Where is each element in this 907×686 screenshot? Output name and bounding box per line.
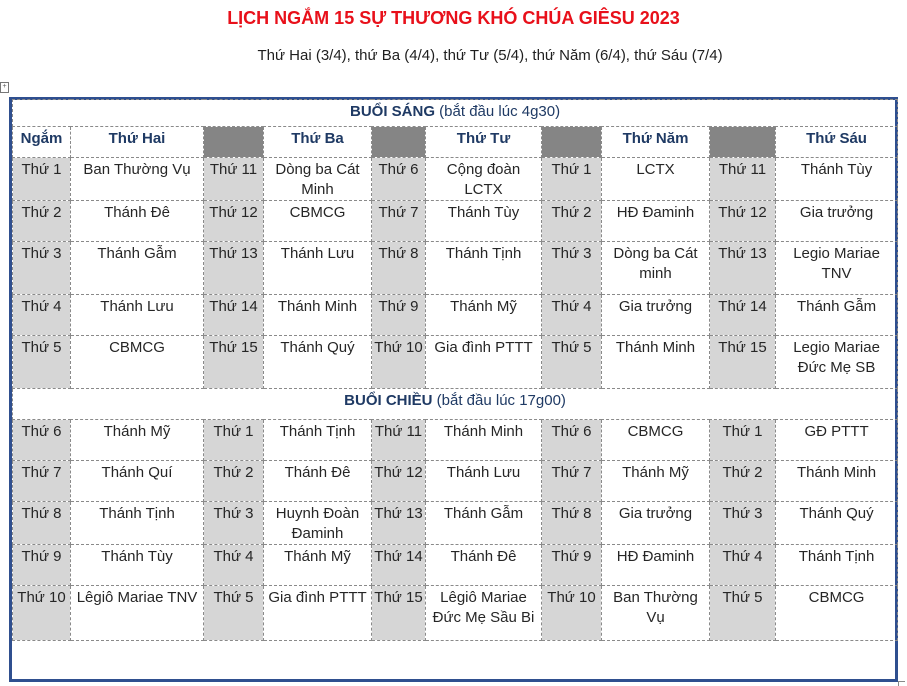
table-cell: Thứ 2 <box>710 461 776 502</box>
table-row <box>13 336 898 389</box>
table-cell: Thứ 4 <box>204 545 264 586</box>
table-cell: Thánh Quí <box>71 461 204 502</box>
table-row <box>13 545 898 586</box>
table-cell: HĐ Đaminh <box>602 201 710 242</box>
table-cell: Thứ 15 <box>710 336 776 389</box>
table-cell: Thánh Mỹ <box>426 295 542 336</box>
column-header <box>372 127 426 158</box>
table-cell: Thánh Minh <box>776 461 898 502</box>
table-cell: CBMCG <box>71 336 204 389</box>
table-cell: Thứ 1 <box>204 420 264 461</box>
table-cell: Thứ 14 <box>372 545 426 586</box>
table-cell: CBMCG <box>602 420 710 461</box>
table-cell: Thứ 8 <box>542 502 602 545</box>
table-cell: Thánh Lưu <box>71 295 204 336</box>
table-row <box>13 586 898 641</box>
table-cell: Thứ 7 <box>13 461 71 502</box>
table-cell: Thứ 9 <box>372 295 426 336</box>
table-cell: Thánh Tùy <box>71 545 204 586</box>
table-cell: Gia đình PTTT <box>426 336 542 389</box>
table-cell: CBMCG <box>264 201 372 242</box>
table-row <box>13 201 898 242</box>
table-cell: Thánh Tịnh <box>426 242 542 295</box>
table-cell: Thứ 5 <box>204 586 264 641</box>
table-cell: Thứ 6 <box>542 420 602 461</box>
table-row <box>13 420 898 461</box>
column-header <box>204 127 264 158</box>
table-cell: Thứ 9 <box>13 545 71 586</box>
table-cell: Thứ 12 <box>204 201 264 242</box>
column-header <box>710 127 776 158</box>
section-time: (bắt đầu lúc 4g30) <box>435 103 561 120</box>
table-cell: Thứ 2 <box>542 201 602 242</box>
page-corner-mark <box>898 681 905 686</box>
table-cell: Thứ 11 <box>204 158 264 201</box>
column-header: Thứ Năm <box>602 127 710 158</box>
table-cell: Gia đình PTTT <box>264 586 372 641</box>
table-cell: Thứ 5 <box>710 586 776 641</box>
column-header: Thứ Tư <box>426 127 542 158</box>
schedule-table <box>12 99 898 641</box>
table-cell: Thứ 3 <box>710 502 776 545</box>
section-afternoon <box>13 389 898 420</box>
table-cell: Huynh Đoàn Đaminh <box>264 502 372 545</box>
column-header <box>542 127 602 158</box>
table-cell: GĐ PTTT <box>776 420 898 461</box>
table-cell: Thứ 14 <box>204 295 264 336</box>
table-cell: Thứ 12 <box>372 461 426 502</box>
column-header: Ngắm <box>13 127 71 158</box>
column-header: Thứ Hai <box>71 127 204 158</box>
table-cell: Thánh Minh <box>426 420 542 461</box>
table-cell: Thứ 2 <box>13 201 71 242</box>
table-cell: Thánh Quý <box>264 336 372 389</box>
table-cell: CBMCG <box>776 586 898 641</box>
table-cell: Ban Thường Vụ <box>71 158 204 201</box>
table-cell: Thánh Tùy <box>426 201 542 242</box>
date-subtitle: Thứ Hai (3/4), thứ Ba (4/4), thứ Tư (5/4), thứ Năm (6/4), thứ Sáu (7/4) <box>257 47 723 64</box>
table-cell: Thứ 1 <box>710 420 776 461</box>
table-cell: HĐ Đaminh <box>602 545 710 586</box>
table-cell: Gia trưởng <box>602 295 710 336</box>
table-cell: Thứ 13 <box>372 502 426 545</box>
table-cell: Thánh Đê <box>71 201 204 242</box>
table-cell: Thánh Mỹ <box>71 420 204 461</box>
table-cell: Thứ 11 <box>372 420 426 461</box>
table-cell: Thánh Minh <box>264 295 372 336</box>
table-cell: Thứ 1 <box>13 158 71 201</box>
table-cell: Thứ 5 <box>13 336 71 389</box>
table-cell: Lêgiô Mariae TNV <box>71 586 204 641</box>
table-cell: Thứ 6 <box>372 158 426 201</box>
table-cell: Thứ 15 <box>372 586 426 641</box>
section-label: BUỔI CHIỀU <box>344 392 433 409</box>
table-cell: Lêgiô Mariae Đức Mẹ Sầu Bi <box>426 586 542 641</box>
table-cell: LCTX <box>602 158 710 201</box>
table-cell: Thứ 3 <box>204 502 264 545</box>
table-cell: Thánh Minh <box>602 336 710 389</box>
table-row <box>13 461 898 502</box>
table-cell: Thứ 10 <box>13 586 71 641</box>
table-cell: Thứ 8 <box>13 502 71 545</box>
table-anchor-icon[interactable]: + <box>0 82 9 93</box>
section-label: BUỔI SÁNG <box>350 103 436 120</box>
table-cell: Thứ 13 <box>204 242 264 295</box>
table-cell: Thứ 15 <box>204 336 264 389</box>
table-cell: Thánh Gẫm <box>426 502 542 545</box>
table-cell: Thứ 7 <box>542 461 602 502</box>
table-cell: Thánh Quý <box>776 502 898 545</box>
table-cell: Thánh Lưu <box>426 461 542 502</box>
section-morning <box>13 100 898 127</box>
table-cell: Gia trưởng <box>602 502 710 545</box>
table-cell: Thứ 4 <box>13 295 71 336</box>
table-cell: Thứ 10 <box>542 586 602 641</box>
table-cell: Dòng ba Cát Minh <box>264 158 372 201</box>
table-cell: Thứ 2 <box>204 461 264 502</box>
table-cell: Thánh Gẫm <box>71 242 204 295</box>
table-cell: Thánh Tịnh <box>71 502 204 545</box>
table-cell: Thứ 1 <box>542 158 602 201</box>
table-cell: Legio Mariae Đức Mẹ SB <box>776 336 898 389</box>
table-row <box>13 502 898 545</box>
table-cell: Thánh Lưu <box>264 242 372 295</box>
table-cell: Thứ 8 <box>372 242 426 295</box>
table-cell: Gia trưởng <box>776 201 898 242</box>
table-cell: Thứ 4 <box>542 295 602 336</box>
table-cell: Thứ 14 <box>710 295 776 336</box>
table-cell: Dòng ba Cát minh <box>602 242 710 295</box>
table-cell: Ban Thường Vụ <box>602 586 710 641</box>
table-cell: Thứ 3 <box>542 242 602 295</box>
table-cell: Thứ 13 <box>710 242 776 295</box>
table-cell: Thứ 7 <box>372 201 426 242</box>
table-cell: Thứ 12 <box>710 201 776 242</box>
table-cell: Legio Mariae TNV <box>776 242 898 295</box>
table-cell: Thứ 3 <box>13 242 71 295</box>
column-header: Thứ Sáu <box>776 127 898 158</box>
table-cell: Thánh Tịnh <box>264 420 372 461</box>
table-row <box>13 158 898 201</box>
page-title: LỊCH NGẮM 15 SỰ THƯƠNG KHÓ CHÚA GIÊSU 2023 <box>227 8 680 28</box>
section-time: (bắt đầu lúc 17g00) <box>432 392 566 409</box>
table-cell: Thứ 6 <box>13 420 71 461</box>
table-cell: Thứ 4 <box>710 545 776 586</box>
column-header: Thứ Ba <box>264 127 372 158</box>
table-cell: Thánh Đê <box>264 461 372 502</box>
table-cell: Thánh Gẫm <box>776 295 898 336</box>
table-cell: Cộng đoàn LCTX <box>426 158 542 201</box>
table-row <box>13 242 898 295</box>
table-cell: Thánh Mỹ <box>602 461 710 502</box>
table-cell: Thánh Mỹ <box>264 545 372 586</box>
table-cell: Thánh Tùy <box>776 158 898 201</box>
table-cell: Thứ 10 <box>372 336 426 389</box>
table-cell: Thứ 11 <box>710 158 776 201</box>
table-cell: Thánh Tịnh <box>776 545 898 586</box>
table-cell: Thứ 9 <box>542 545 602 586</box>
table-row <box>13 295 898 336</box>
table-cell: Thánh Đê <box>426 545 542 586</box>
table-cell: Thứ 5 <box>542 336 602 389</box>
